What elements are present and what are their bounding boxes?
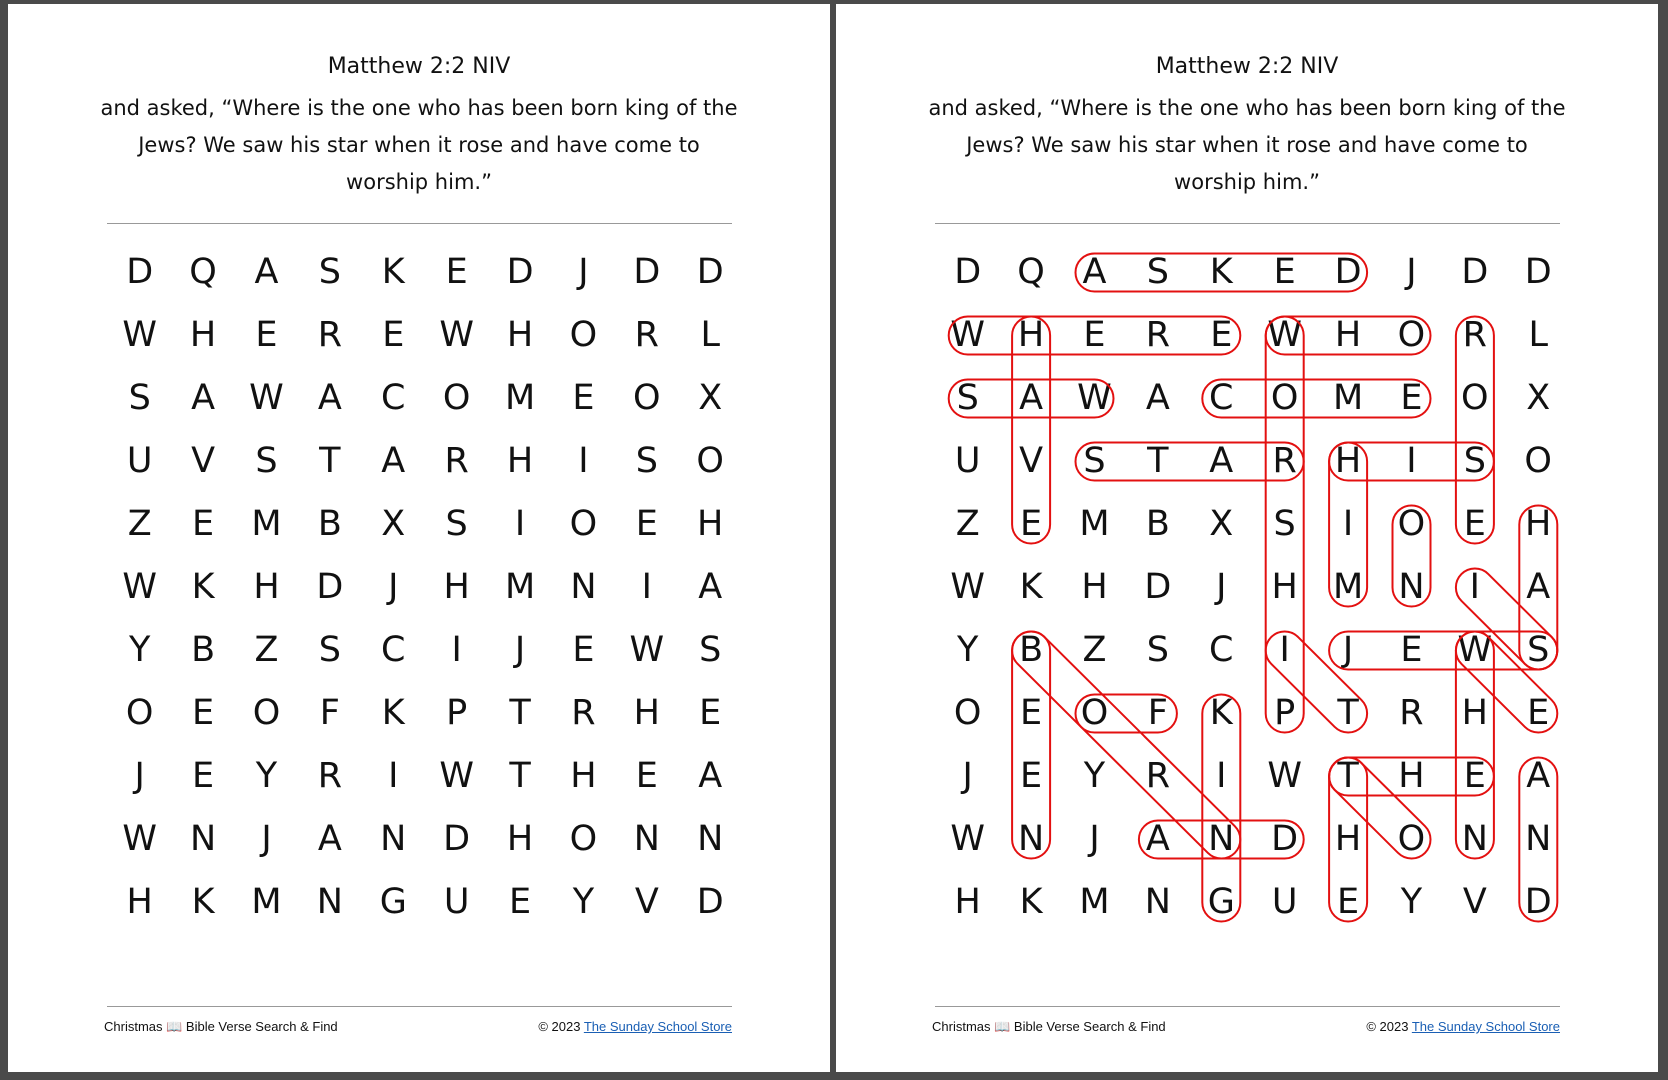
- grid-row: [108, 241, 748, 304]
- puzzle-page: [8, 4, 830, 1072]
- footer-title: Christmas 📖 Bible Verse Search & Find: [104, 1019, 338, 1034]
- grid-row: [108, 619, 748, 682]
- grid-letter: M: [1332, 378, 1364, 418]
- grid-letter: S: [128, 378, 151, 418]
- divider: [935, 223, 1560, 224]
- grid-letter: N: [570, 567, 597, 607]
- grid-letter: E: [635, 756, 658, 796]
- grid-letter: J: [388, 567, 399, 607]
- grid-letter: I: [1406, 441, 1417, 481]
- grid-row: [108, 430, 748, 493]
- grid-letter: E: [1463, 504, 1486, 544]
- grid-row: [936, 619, 1576, 682]
- grid-letter: F: [319, 693, 340, 733]
- grid-letter: K: [381, 252, 405, 292]
- grid-letter: E: [1336, 882, 1360, 922]
- grid-row: [936, 304, 1576, 367]
- grid-letter: A: [381, 441, 406, 481]
- grid-letter: A: [1082, 252, 1107, 292]
- grid-letter: O: [569, 315, 598, 355]
- grid-letter: I: [388, 756, 399, 796]
- grid-letter: N: [189, 819, 217, 859]
- grid-letter: J: [1089, 819, 1100, 859]
- grid-letter: N: [380, 819, 407, 859]
- grid-letter: M: [251, 504, 282, 544]
- grid-letter: O: [1461, 378, 1489, 418]
- grid-letter: N: [1144, 882, 1171, 922]
- grid-letter: H: [126, 882, 153, 922]
- grid-letter: E: [1400, 378, 1423, 418]
- grid-letter: K: [191, 882, 215, 922]
- grid-letter: I: [451, 630, 462, 670]
- grid-letter: D: [316, 567, 344, 607]
- grid-letter: W: [950, 819, 985, 859]
- grid-row: [936, 367, 1576, 430]
- grid-row: [108, 808, 748, 871]
- grid-letter: W: [122, 567, 157, 607]
- store-link[interactable]: The Sunday School Store: [583, 1019, 732, 1034]
- divider: [935, 1006, 1560, 1007]
- grid-letter: Z: [127, 504, 152, 544]
- grid-letter: D: [696, 882, 724, 922]
- grid-letter: C: [381, 378, 406, 418]
- grid-letter: Q: [189, 252, 217, 292]
- grid-letter: O: [1524, 441, 1552, 481]
- grid-letter: I: [514, 504, 526, 544]
- grid-letter: W: [122, 315, 157, 355]
- grid-letter: E: [1083, 315, 1106, 355]
- grid-letter: R: [444, 441, 469, 481]
- grid-letter: A: [698, 756, 723, 796]
- grid-letter: N: [1017, 819, 1045, 859]
- grid-letter: W: [439, 756, 474, 796]
- grid-letter: M: [1332, 567, 1364, 607]
- grid-letter: T: [319, 441, 341, 481]
- grid-letter: R: [1145, 315, 1171, 355]
- grid-letter: W: [629, 630, 665, 670]
- grid-letter: Y: [1400, 882, 1423, 922]
- grid-letter: J: [1216, 567, 1227, 607]
- grid-letter: H: [697, 504, 724, 544]
- grid-letter: M: [504, 378, 536, 418]
- grid-letter: I: [1279, 630, 1290, 670]
- grid-letter: O: [569, 504, 598, 544]
- grid-letter: O: [696, 441, 724, 481]
- grid-letter: S: [1146, 252, 1169, 292]
- grid-letter: D: [696, 252, 724, 292]
- grid-letter: D: [1461, 252, 1489, 292]
- grid-letter: G: [1207, 882, 1235, 922]
- grid-letter: N: [1461, 819, 1488, 859]
- grid-letter: S: [318, 630, 341, 670]
- grid-letter: E: [192, 693, 215, 733]
- grid-letter: N: [633, 819, 660, 859]
- grid-letter: I: [1342, 504, 1354, 544]
- grid-letter: W: [1267, 756, 1302, 796]
- grid-letter: E: [572, 630, 595, 670]
- grid-letter: A: [317, 819, 342, 859]
- grid-letter: W: [950, 315, 985, 355]
- grid-letter: R: [317, 315, 343, 355]
- letter-grid-answers: [936, 241, 1576, 922]
- grid-letter: W: [1267, 315, 1302, 355]
- grid-letter: H: [954, 882, 981, 922]
- grid-letter: X: [381, 504, 406, 544]
- grid-letter: E: [445, 252, 468, 292]
- grid-letter: V: [191, 441, 216, 481]
- grid-letter: R: [1145, 756, 1171, 796]
- grid-letter: C: [1209, 630, 1234, 670]
- grid-letter: Z: [955, 504, 980, 544]
- grid-letter: R: [1399, 693, 1424, 733]
- grid-letter: Y: [572, 882, 595, 922]
- grid-letter: E: [382, 315, 405, 355]
- grid-letter: H: [1525, 504, 1552, 544]
- grid-letter: K: [1209, 693, 1233, 733]
- grid-letter: B: [1145, 504, 1170, 544]
- grid-letter: R: [317, 756, 343, 796]
- grid-row: [108, 871, 748, 934]
- grid-letter: H: [633, 693, 660, 733]
- grid-letter: I: [1469, 567, 1480, 607]
- grid-letter: A: [1145, 819, 1170, 859]
- grid-letter: G: [379, 882, 407, 922]
- grid-letter: W: [950, 567, 985, 607]
- grid-letter: K: [191, 567, 215, 607]
- grid-letter: O: [252, 693, 281, 733]
- grid-letter: K: [1019, 882, 1043, 922]
- grid-row: [108, 745, 748, 808]
- grid-letter: A: [1526, 756, 1551, 796]
- grid-letter: V: [1462, 882, 1487, 922]
- grid-letter: D: [1271, 819, 1299, 859]
- grid-row: [936, 556, 1576, 619]
- grid-letter: M: [251, 882, 282, 922]
- verse-text: and asked, “Where is the one who has been born king of the Jews? We saw his star when it rose and have come to worship him.”: [928, 96, 1566, 194]
- grid-letter: K: [1019, 567, 1043, 607]
- grid-letter: O: [633, 378, 661, 418]
- grid-letter: V: [634, 882, 659, 922]
- grid-letter: N: [1525, 819, 1552, 859]
- grid-letter: T: [509, 693, 531, 733]
- grid-letter: E: [1020, 504, 1043, 544]
- grid-letter: E: [1400, 630, 1423, 670]
- grid-row: [936, 241, 1576, 304]
- grid-letter: S: [1273, 504, 1296, 544]
- divider: [107, 223, 732, 224]
- grid-letter: S: [1146, 630, 1169, 670]
- grid-letter: W: [122, 819, 157, 859]
- grid-letter: H: [189, 315, 217, 355]
- grid-letter: J: [514, 630, 526, 670]
- grid-letter: H: [1271, 567, 1298, 607]
- grid-letter: H: [1398, 756, 1425, 796]
- verse-reference: Matthew 2:2 NIV: [1155, 54, 1339, 79]
- grid-letter: E: [192, 504, 215, 544]
- grid-letter: C: [381, 630, 406, 670]
- grid-letter: O: [442, 378, 471, 418]
- grid-row: [936, 745, 1576, 808]
- footer-title: Christmas 📖 Bible Verse Search & Find: [932, 1019, 1166, 1034]
- letter-grid: [108, 241, 748, 922]
- grid-letter: X: [1526, 378, 1551, 418]
- grid-letter: A: [1145, 378, 1170, 418]
- grid-letter: R: [634, 315, 659, 355]
- grid-letter: E: [1463, 756, 1486, 796]
- grid-letter: H: [443, 567, 470, 607]
- grid-letter: V: [1019, 441, 1044, 481]
- grid-letter: N: [1208, 819, 1235, 859]
- grid-letter: W: [1077, 378, 1112, 418]
- grid-letter: R: [1272, 441, 1297, 481]
- grid-letter: E: [255, 315, 278, 355]
- grid-letter: H: [506, 315, 534, 355]
- grid-letter: T: [509, 756, 531, 796]
- grid-letter: U: [1271, 882, 1298, 922]
- grid-row: [936, 493, 1576, 556]
- copyright: © 2023: [538, 1019, 581, 1034]
- grid-letter: D: [1334, 252, 1362, 292]
- grid-row: [936, 682, 1576, 745]
- grid-letter: A: [1019, 378, 1044, 418]
- grid-letter: B: [191, 630, 216, 670]
- grid-letter: Z: [1082, 630, 1107, 670]
- grid-letter: M: [1079, 504, 1110, 544]
- grid-letter: A: [1209, 441, 1234, 481]
- grid-letter: M: [504, 567, 536, 607]
- grid-letter: E: [635, 504, 658, 544]
- grid-letter: L: [700, 315, 720, 355]
- verse-text: and asked, “Where is the one who has been born king of the Jews? We saw his star when it rose and have come to worship him.”: [100, 96, 738, 194]
- grid-letter: D: [126, 252, 154, 292]
- grid-letter: H: [506, 441, 534, 481]
- grid-row: [108, 556, 748, 619]
- grid-letter: E: [1527, 693, 1550, 733]
- grid-letter: U: [126, 441, 153, 481]
- grid-row: [936, 871, 1576, 934]
- grid-letter: E: [508, 882, 532, 922]
- grid-letter: H: [570, 756, 597, 796]
- grid-letter: E: [572, 378, 595, 418]
- grid-letter: E: [1210, 315, 1233, 355]
- grid-letter: Y: [957, 630, 979, 670]
- grid-letter: R: [1462, 315, 1487, 355]
- grid-letter: D: [1144, 567, 1172, 607]
- grid-letter: H: [1334, 315, 1362, 355]
- grid-letter: C: [1209, 378, 1234, 418]
- grid-letter: Y: [255, 756, 278, 796]
- grid-letter: H: [1461, 693, 1488, 733]
- grid-letter: S: [635, 441, 658, 481]
- grid-letter: S: [1527, 630, 1550, 670]
- grid-letter: R: [571, 693, 596, 733]
- grid-letter: S: [956, 378, 979, 418]
- grid-letter: J: [1342, 630, 1354, 670]
- grid-letter: W: [1457, 630, 1493, 670]
- grid-letter: S: [699, 630, 722, 670]
- grid-letter: Y: [129, 630, 151, 670]
- grid-letter: O: [1397, 819, 1426, 859]
- grid-letter: A: [317, 378, 342, 418]
- grid-letter: U: [954, 441, 981, 481]
- divider: [107, 1006, 732, 1007]
- grid-letter: B: [317, 504, 342, 544]
- grid-letter: D: [1524, 882, 1552, 922]
- grid-letter: H: [1334, 441, 1362, 481]
- grid-letter: J: [962, 756, 973, 796]
- grid-letter: A: [1526, 567, 1551, 607]
- grid-letter: F: [1147, 693, 1168, 733]
- grid-letter: E: [1020, 756, 1043, 796]
- grid-letter: E: [1273, 252, 1296, 292]
- grid-letter: S: [1463, 441, 1486, 481]
- grid-letter: I: [641, 567, 652, 607]
- grid-letter: Z: [254, 630, 279, 670]
- answer-key-page: [836, 4, 1658, 1072]
- grid-letter: O: [125, 693, 154, 733]
- store-link[interactable]: The Sunday School Store: [1411, 1019, 1560, 1034]
- grid-letter: S: [318, 252, 341, 292]
- grid-row: [108, 367, 748, 430]
- grid-letter: J: [578, 252, 589, 292]
- grid-row: [936, 430, 1576, 493]
- footer-credit: [538, 1019, 732, 1034]
- grid-letter: S: [445, 504, 468, 544]
- grid-letter: H: [1017, 315, 1045, 355]
- grid-letter: I: [578, 441, 589, 481]
- grid-letter: K: [1209, 252, 1233, 292]
- grid-letter: I: [1216, 756, 1227, 796]
- grid-row: [108, 493, 748, 556]
- grid-letter: E: [192, 756, 215, 796]
- grid-letter: E: [699, 693, 722, 733]
- grid-letter: Q: [1017, 252, 1045, 292]
- grid-letter: A: [254, 252, 279, 292]
- grid-letter: H: [253, 567, 280, 607]
- grid-letter: D: [633, 252, 661, 292]
- grid-letter: L: [1528, 315, 1548, 355]
- grid-letter: D: [1524, 252, 1552, 292]
- grid-letter: E: [1020, 693, 1043, 733]
- grid-letter: N: [697, 819, 724, 859]
- grid-letter: A: [191, 378, 216, 418]
- grid-letter: O: [569, 819, 598, 859]
- grid-letter: H: [1334, 819, 1362, 859]
- grid-letter: K: [381, 693, 405, 733]
- grid-row: [108, 682, 748, 745]
- grid-letter: D: [443, 819, 471, 859]
- grid-letter: D: [954, 252, 982, 292]
- grid-letter: O: [1397, 504, 1426, 544]
- grid-letter: T: [1337, 693, 1359, 733]
- grid-letter: M: [1079, 882, 1110, 922]
- grid-letter: S: [255, 441, 278, 481]
- copyright: © 2023: [1366, 1019, 1409, 1034]
- grid-letter: O: [1080, 693, 1109, 733]
- grid-letter: P: [446, 693, 468, 733]
- grid-letter: O: [953, 693, 982, 733]
- grid-letter: J: [261, 819, 272, 859]
- grid-letter: X: [698, 378, 723, 418]
- grid-letter: D: [506, 252, 534, 292]
- grid-letter: W: [249, 378, 284, 418]
- grid-letter: W: [439, 315, 474, 355]
- grid-letter: Y: [1083, 756, 1106, 796]
- grid-letter: N: [1398, 567, 1425, 607]
- grid-letter: H: [506, 819, 534, 859]
- footer-credit: [1366, 1019, 1560, 1034]
- grid-letter: X: [1209, 504, 1234, 544]
- grid-letter: P: [1274, 693, 1296, 733]
- grid-letter: T: [1337, 756, 1359, 796]
- grid-letter: U: [443, 882, 470, 922]
- grid-letter: A: [698, 567, 723, 607]
- grid-letter: J: [1406, 252, 1417, 292]
- grid-letter: O: [1397, 315, 1426, 355]
- grid-letter: S: [1083, 441, 1106, 481]
- grid-letter: H: [1081, 567, 1108, 607]
- verse-reference: Matthew 2:2 NIV: [327, 54, 511, 79]
- grid-letter: N: [316, 882, 343, 922]
- grid-letter: B: [1019, 630, 1044, 670]
- grid-row: [108, 304, 748, 367]
- grid-letter: O: [1270, 378, 1299, 418]
- grid-row: [936, 808, 1576, 871]
- grid-letter: J: [134, 756, 145, 796]
- grid-letter: T: [1147, 441, 1169, 481]
